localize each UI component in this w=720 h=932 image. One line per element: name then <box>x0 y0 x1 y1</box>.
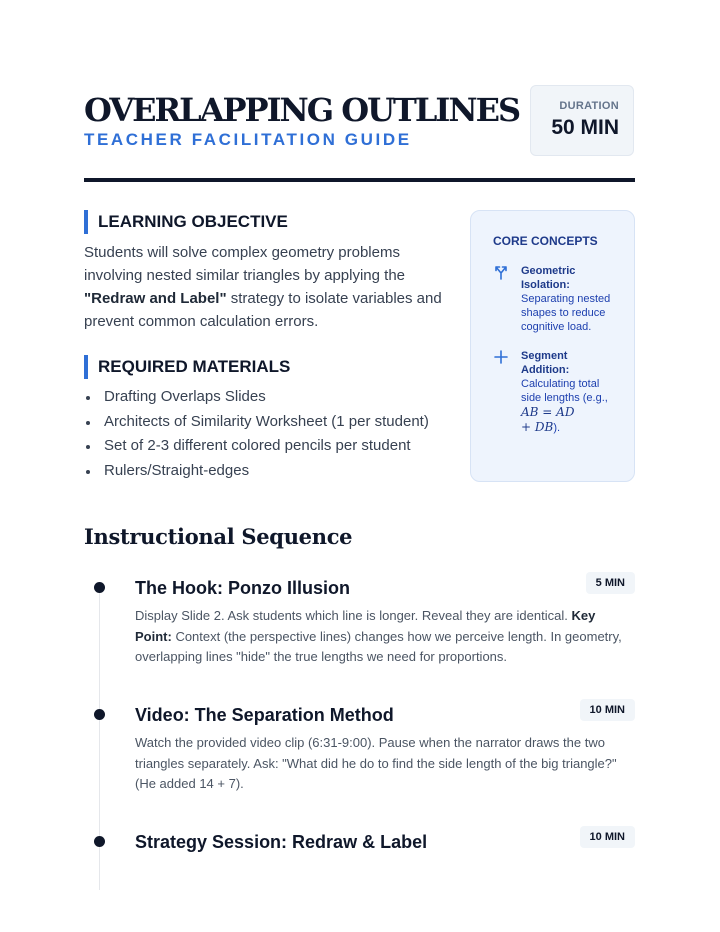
step-description-end: Context (the perspective lines) changes how we perceive length. In geometry, overlapping lines "hide" the true lengths we need for proportions. <box>135 628 622 664</box>
concept-title: Geometric Isolation: <box>521 265 576 291</box>
math-expression: + DB <box>521 420 554 434</box>
math-expression: AB = AD <box>521 405 575 419</box>
duration-value: 50 MIN <box>551 116 619 139</box>
step-description: Watch the provided video clip (6:31-9:00). Pause when the narrator draws the two triangles separately. Ask: "What did he do to find the side length of the big triangle?" (He added 14 + 7). <box>135 735 617 791</box>
duration-card <box>530 85 634 156</box>
duration-badge: 10 MIN <box>580 699 635 721</box>
concept-title: Segment Addition: <box>521 350 570 376</box>
objective-strategy-name: "Redraw and Label" <box>84 290 227 307</box>
plus-icon <box>493 349 509 365</box>
duration-badge: 5 MIN <box>586 572 635 594</box>
objective-text-start: Students will solve complex geometry problems involving nested similar triangles by applying the <box>84 244 406 284</box>
materials-list <box>84 385 429 483</box>
step-title: Video: The Separation Method <box>135 705 394 725</box>
learning-objective-heading: LEARNING OBJECTIVE <box>84 210 288 234</box>
step-title: The Hook: Ponzo Illusion <box>135 578 350 598</box>
duration-label: DURATION <box>559 100 619 112</box>
key-point-label: Key Point: <box>135 608 596 644</box>
learning-objective-text <box>84 241 454 333</box>
concept-description: Separating nested shapes to reduce cognitive load. <box>521 293 611 333</box>
objective-text-end: strategy to isolate variables and prevent common calculation errors. <box>84 290 442 330</box>
page-title: OVERLAPPING OUTLINES <box>84 91 520 129</box>
concept-description <box>521 377 615 435</box>
list-item: Rulers/Straight-edges <box>84 459 429 484</box>
instructional-sequence-title: Instructional Sequence <box>84 524 353 549</box>
timeline-dot <box>94 709 105 720</box>
core-concepts-title: CORE CONCEPTS <box>493 234 598 248</box>
header <box>84 92 519 150</box>
page-subtitle: TEACHER FACILITATION GUIDE <box>84 130 412 149</box>
timeline-dot <box>94 836 105 847</box>
header-divider <box>84 178 635 182</box>
duration-badge: 10 MIN <box>580 826 635 848</box>
list-item: Architects of Similarity Worksheet (1 per student) <box>84 410 429 435</box>
concept-description-end: ). <box>553 422 561 434</box>
timeline-dot <box>94 582 105 593</box>
step-description <box>135 606 635 668</box>
step-description-start: Display Slide 2. Ask students which line is longer. Reveal they are identical. <box>135 608 572 623</box>
step-title: Strategy Session: Redraw & Label <box>135 832 428 852</box>
list-item: Set of 2-3 different colored pencils per student <box>84 434 429 459</box>
required-materials-heading: REQUIRED MATERIALS <box>84 355 290 379</box>
split-arrow-icon <box>493 264 509 280</box>
list-item: Drafting Overlaps Slides <box>84 385 429 410</box>
core-concepts-card <box>470 210 635 482</box>
concept-description-text: Calculating total side lengths (e.g., <box>521 378 608 404</box>
